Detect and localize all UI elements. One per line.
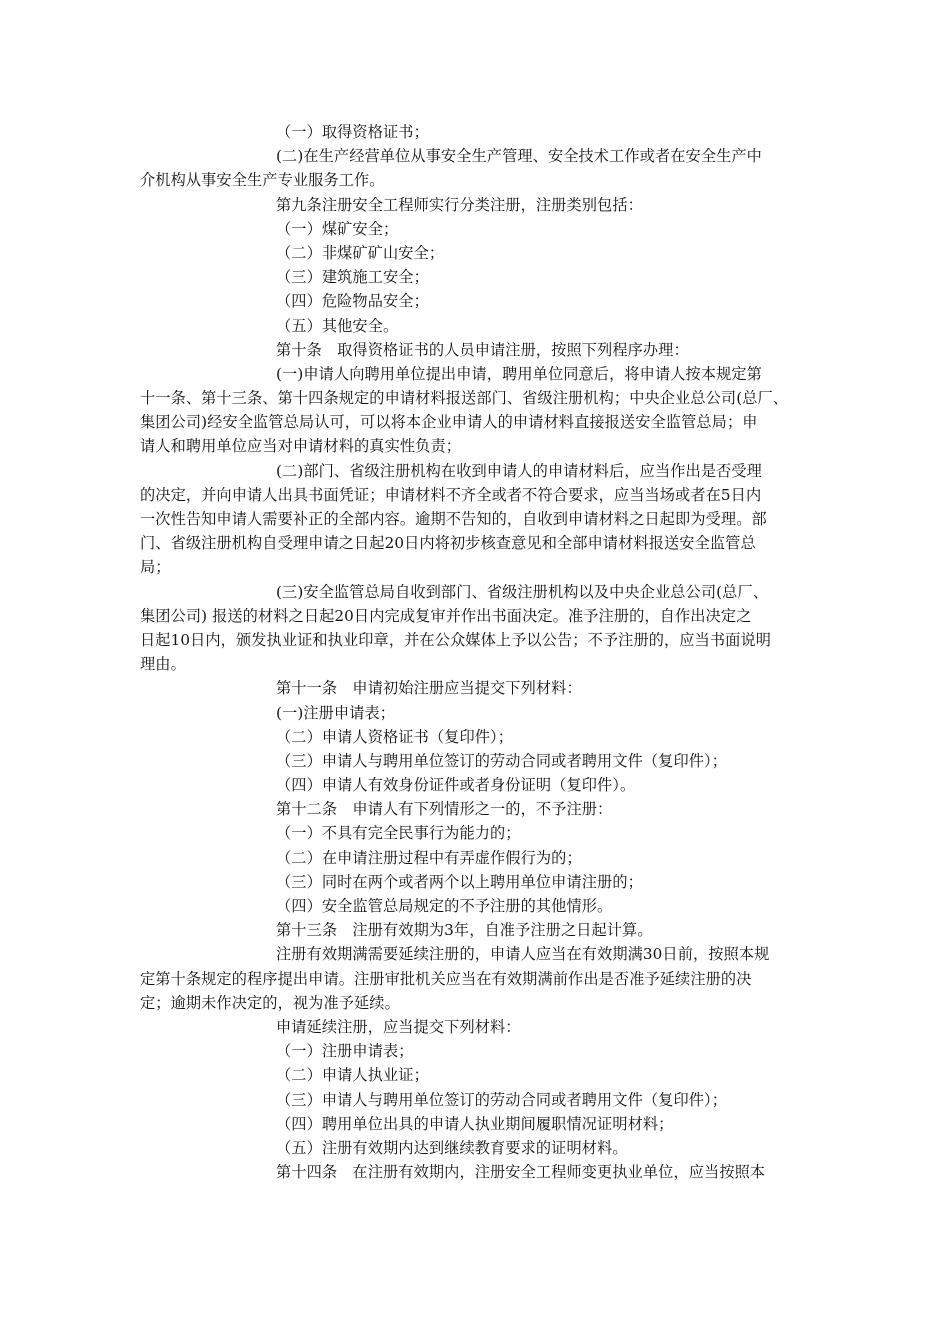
text-line: 第十条 取得资格证书的人员申请注册，按照下列程序办理：: [276, 340, 689, 359]
text-line: （五）其他安全。: [276, 316, 399, 335]
text-line: （一）不具有完全民事行为能力的；: [276, 824, 521, 843]
text-line: （二）在申请注册过程中有弄虚作假行为的；: [276, 848, 582, 867]
text-line: 十一条、第十三条、第十四条规定的申请材料报送部门、省级注册机构；中央企业总公司(总厂、: [140, 389, 789, 408]
text-line: 一次性告知申请人需要补正的全部内容。逾期不告知的，自收到申请材料之日起即为受理。部: [140, 510, 767, 528]
text-line: 门、省级注册机构自受理申请之日起20日内将初步核查意见和全部申请材料报送安全监管总: [140, 534, 756, 553]
text-line: (二)在生产经营单位从事安全生产管理、安全技术工作或者在安全生产中: [276, 147, 762, 166]
text-line: （四）申请人有效身份证件或者身份证明（复印件）。: [276, 776, 636, 795]
text-line: 第九条注册安全工程师实行分类注册，注册类别包括：: [276, 195, 643, 214]
text-line: 第十一条 申请初始注册应当提交下列材料：: [276, 679, 582, 698]
text-line: （三）申请人与聘用单位签订的劳动合同或者聘用文件（复印件）；: [276, 751, 728, 770]
text-line: 第十二条 申请人有下列情形之一的，不予注册：: [276, 800, 613, 819]
text-line: （四）危险物品安全；: [276, 292, 429, 311]
text-line: (三)安全监管总局自收到部门、省级注册机构以及中央企业总公司(总厂、: [276, 582, 768, 601]
text-line: （三）同时在两个或者两个以上聘用单位申请注册的；: [276, 872, 643, 891]
text-line: （五）注册有效期内达到继续教育要求的证明材料。: [276, 1138, 628, 1157]
text-line: 集团公司)经安全监管总局认可，可以将本企业申请人的申请材料直接报送安全监管总局；申: [140, 413, 758, 432]
text-line: 请人和聘用单位应当对申请材料的真实性负责；: [140, 437, 462, 456]
text-line: 局；: [140, 558, 171, 577]
text-line: （一）注册申请表；: [276, 1042, 414, 1061]
text-line: 注册有效期满需要延续注册的，申请人应当在有效期满30日前，按照本规: [276, 945, 770, 964]
document-body: [140, 120, 812, 1184]
text-line: 第十三条 注册有效期为3年，自准予注册之日起计算。: [276, 921, 653, 940]
text-line: （四）聘用单位出具的申请人执业期间履职情况证明材料；: [276, 1114, 674, 1133]
text-line: 集团公司) 报送的材料之日起20日内完成复审并作出书面决定。准予注册的，自作出决定之: [140, 606, 752, 625]
text-line: （二）申请人资格证书（复印件）；: [276, 727, 513, 746]
text-line: 申请延续注册，应当提交下列材料：: [276, 1017, 521, 1036]
text-line: （四）安全监管总局规定的不予注册的其他情形。: [276, 897, 613, 915]
text-line: （三）建筑施工安全；: [276, 268, 429, 287]
text-line: 日起10日内，颁发执业证和执业印章，并在公众媒体上予以公告；不予注册的，应当书面说明: [140, 630, 772, 649]
text-line: （二）申请人执业证；: [276, 1066, 429, 1085]
text-line: 定第十条规定的程序提出申请。注册审批机关应当在有效期满前作出是否准予延续注册的决: [140, 969, 752, 988]
text-line: (一)注册申请表；: [276, 703, 396, 722]
text-line: (一)申请人向聘用单位提出申请，聘用单位同意后，将申请人按本规定第: [276, 364, 762, 383]
text-line: 定；逾期未作决定的，视为准予延续。: [140, 993, 400, 1012]
text-line: 介机构从事安全生产专业服务工作。: [140, 171, 385, 190]
text-line: (二)部门、省级注册机构在收到申请人的申请材料后，应当作出是否受理: [276, 461, 762, 480]
text-line: 第十四条 在注册有效期内，注册安全工程师变更执业单位，应当按照本: [276, 1163, 766, 1182]
text-line: （三）申请人与聘用单位签订的劳动合同或者聘用文件（复印件）；: [276, 1090, 728, 1109]
text-line: （二）非煤矿矿山安全；: [276, 243, 445, 262]
text-line: 的决定，并向申请人出具书面凭证；申请材料不齐全或者不符合要求，应当当场或者在5日内: [140, 485, 762, 504]
text-line: 理由。: [140, 655, 186, 674]
text-line: （一）煤矿安全；: [276, 219, 399, 238]
text-line: （一）取得资格证书；: [276, 123, 429, 141]
